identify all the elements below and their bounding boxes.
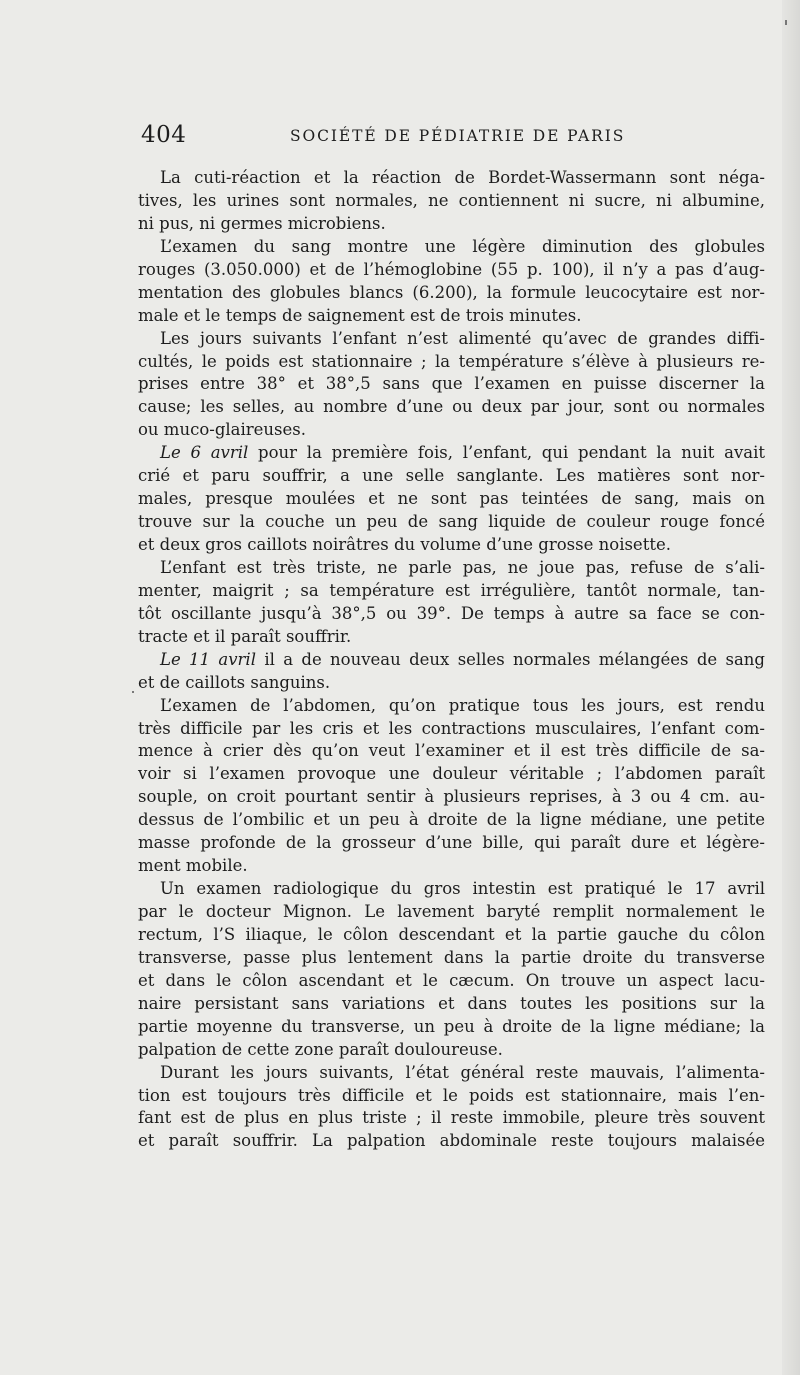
running-title: SOCIÉTÉ DE PÉDIATRIE DE PARIS xyxy=(290,127,626,145)
text-line: mentation des globules blancs (6.200), la formule leucocytaire est nor- xyxy=(138,282,765,302)
page-edge-shadow xyxy=(782,0,800,1375)
text-line: transverse, passe plus lentement dans la partie droite du transverse xyxy=(138,947,765,967)
text-fragment: il a de nouveau deux selles normales mélangées de sang xyxy=(264,649,765,669)
text-line: L’examen de l’abdomen, qu’on pratique tous les jours, est rendu xyxy=(160,695,765,715)
text-line: male et le temps de saignement est de trois minutes. xyxy=(138,305,582,325)
text-line: rouges (3.050.000) et de l’hémoglobine (55 p. 100), il n’y a pas d’aug- xyxy=(138,259,765,279)
text-line: ment mobile. xyxy=(138,856,248,876)
text-line: Un examen radiologique du gros intestin est pratiqué le 17 avril xyxy=(160,879,765,899)
text-line: cause; les selles, au nombre d’une ou deux par jour, sont ou normales xyxy=(138,397,765,417)
date-label: Le 6 avril xyxy=(160,443,249,463)
text-line: menter, maigrit ; sa température est irrégulière, tantôt normale, tan- xyxy=(138,580,765,600)
text-line: mence à crier dès qu’on veut l’examiner et il est très difficile de sa- xyxy=(138,741,765,761)
text-line: très difficile par les cris et les contractions musculaires, l’enfant com- xyxy=(138,718,765,738)
text-line: crié et paru souffrir, a une selle sanglante. Les matières sont nor- xyxy=(138,466,765,486)
text-line: masse profonde de la grosseur d’une bille, qui paraît dure et légère- xyxy=(138,833,765,853)
text-line: rectum, l’S iliaque, le côlon descendant et la partie gauche du côlon xyxy=(138,924,765,944)
text-line: partie moyenne du transverse, un peu à droite de la ligne médiane; la xyxy=(138,1016,765,1036)
text-line: tives, les urines sont normales, ne contiennent ni sucre, ni albumine, xyxy=(138,190,765,210)
text-line: voir si l’examen provoque une douleur véritable ; l’abdomen paraît xyxy=(138,764,765,784)
page-number: 404 xyxy=(141,122,187,148)
text-line: et paraît souffrir. La palpation abdominale reste toujours malaisée xyxy=(138,1131,765,1151)
text-line: Durant les jours suivants, l’état général reste mauvais, l’alimenta- xyxy=(160,1062,765,1082)
text-line: ni pus, ni germes microbiens. xyxy=(138,213,386,233)
date-label: Le 11 avril xyxy=(160,649,256,669)
text-line: et deux gros caillots noirâtres du volume d’une grosse noisette. xyxy=(138,535,671,554)
text-line: et de caillots sanguins. xyxy=(138,672,331,692)
text-line: dessus de l’ombilic et un peu à droite de la ligne médiane, une petite xyxy=(138,810,765,830)
text-line: males, presque moulées et ne sont pas teintées de sang, mais on xyxy=(138,489,765,509)
body-text xyxy=(138,167,765,1153)
text-line: naire persistant sans variations et dans toutes les positions sur la xyxy=(138,993,765,1013)
margin-mark xyxy=(785,20,787,25)
text-line: Les jours suivants l’enfant n’est alimenté qu’avec de grandes diffi- xyxy=(160,328,765,348)
text-line: trouve sur la couche un peu de sang liquide de couleur rouge foncé xyxy=(138,512,765,532)
text-line: tôt oscillante jusqu’à 38°,5 ou 39°. De temps à autre sa face se con- xyxy=(138,603,765,623)
text-line: prises entre 38° et 38°,5 sans que l’examen en puisse discerner la xyxy=(138,374,765,394)
text-fragment: pour la première fois, l’enfant, qui pendant la nuit avait xyxy=(258,443,766,463)
text-line-dated xyxy=(138,649,765,672)
text-line: palpation de cette zone paraît douloureuse. xyxy=(138,1039,503,1059)
text-line: par le docteur Mignon. Le lavement baryté remplit normalement le xyxy=(138,902,765,921)
text-line: L’enfant est très triste, ne parle pas, ne joue pas, refuse de s’ali- xyxy=(160,557,765,577)
text-line: et dans le côlon ascendant et le cæcum. On trouve un aspect lacu- xyxy=(138,970,765,990)
text-line: L’examen du sang montre une légère diminution des globules xyxy=(160,236,765,256)
page-header xyxy=(141,120,755,154)
text-line: La cuti-réaction et la réaction de Bordet-Wassermann sont néga- xyxy=(160,168,765,187)
text-line: souple, on croit pourtant sentir à plusieurs reprises, à 3 ou 4 cm. au- xyxy=(138,787,765,807)
text-line-dated xyxy=(138,442,765,465)
ink-speck xyxy=(132,691,134,693)
text-line: cultés, le poids est stationnaire ; la température s’élève à plusieurs re- xyxy=(138,351,765,371)
text-line: fant est de plus en plus triste ; il reste immobile, pleure très souvent xyxy=(138,1108,765,1128)
text-line: tion est toujours très difficile et le poids est stationnaire, mais l’en- xyxy=(138,1085,765,1105)
text-line: tracte et il paraît souffrir. xyxy=(138,626,352,646)
text-line: ou muco-glaireuses. xyxy=(138,420,307,440)
